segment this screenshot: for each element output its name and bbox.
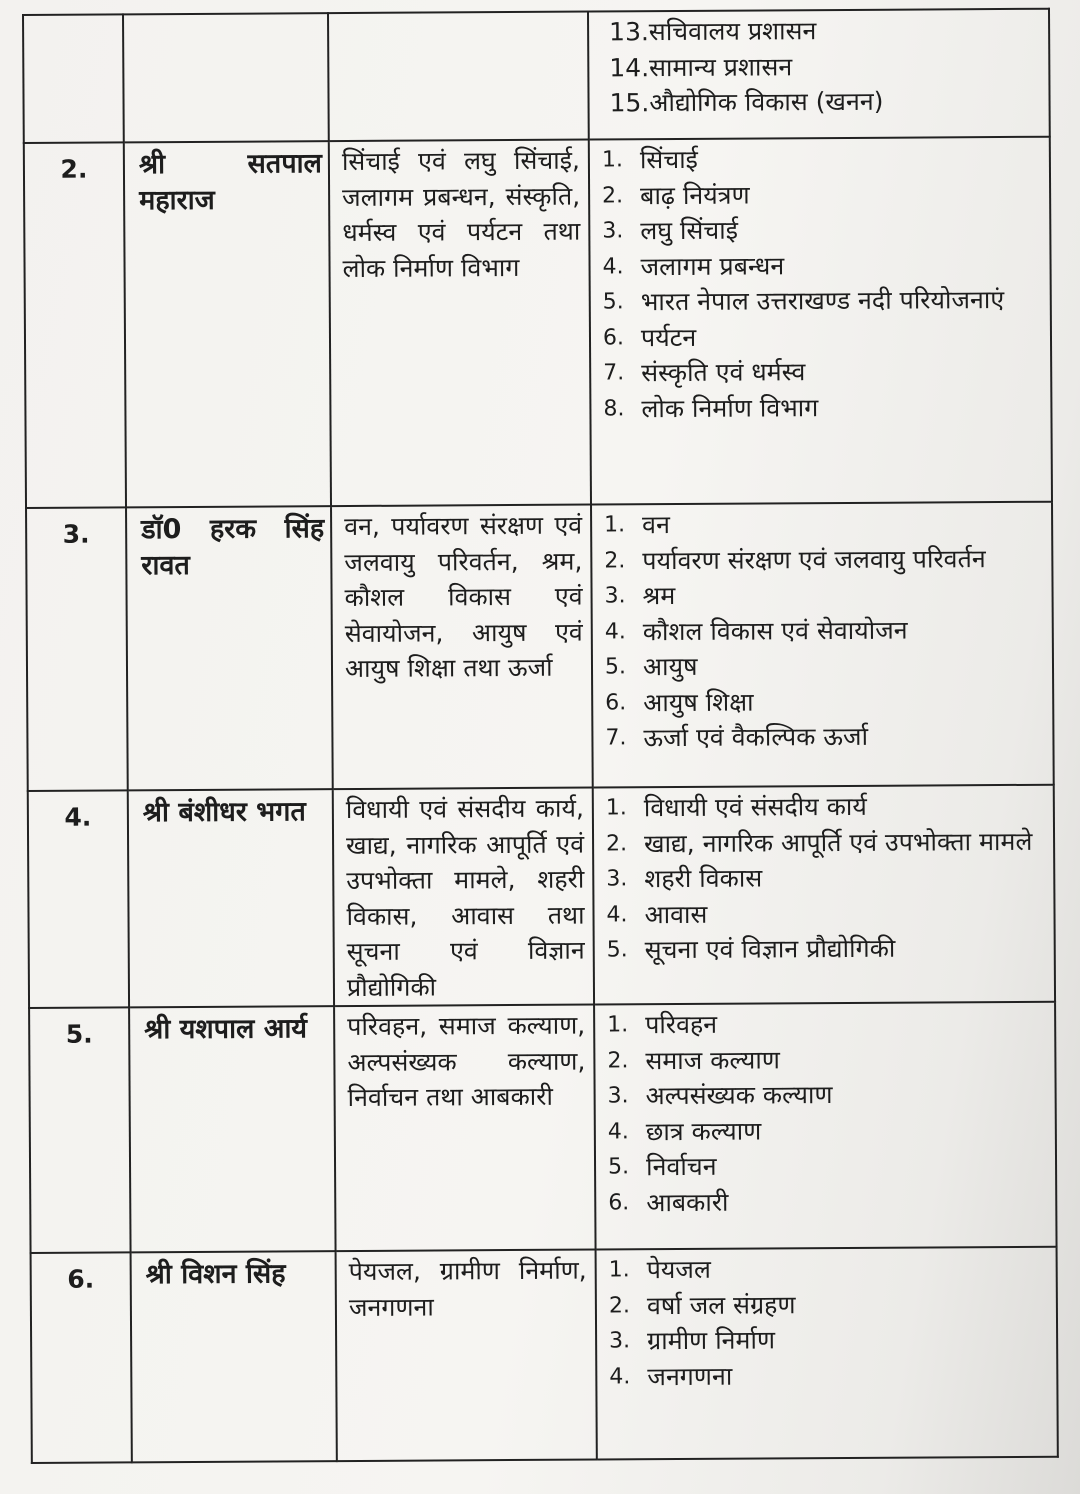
- list-item-number: 2.: [607, 1047, 629, 1073]
- list-item-number: 1.: [601, 147, 623, 173]
- list-item-text: पर्यटन: [640, 322, 697, 352]
- list-item-number: 2.: [606, 830, 628, 856]
- list-item: [605, 682, 1048, 720]
- portfolio-list-cell: [591, 502, 1054, 788]
- list-item-number: 2.: [608, 1292, 630, 1318]
- list-item-text: परिवहन: [645, 1009, 718, 1040]
- list-item: [606, 859, 1049, 897]
- list-item-text: आवास: [644, 899, 708, 929]
- list-item: [602, 246, 1045, 284]
- minister-name: श्री विशन सिंह: [131, 1251, 337, 1462]
- list-item-text: निर्वाचन: [645, 1151, 717, 1182]
- list-item-text: लघु सिंचाई: [640, 215, 739, 246]
- table-row: [24, 137, 1052, 508]
- list-item: 15.औद्योगिक विकास (खनन): [609, 86, 884, 118]
- list-item: [606, 894, 1049, 932]
- list-item: [604, 576, 1047, 614]
- portfolio-list: [609, 1250, 1053, 1395]
- minister-name: श्री सतपाल महाराज: [124, 141, 331, 507]
- list-item: [608, 1182, 1051, 1220]
- serial-number: 6.: [31, 1252, 132, 1463]
- minister-name: श्री यशपाल आर्य: [129, 1006, 335, 1252]
- list-item-number: 6.: [608, 1189, 630, 1215]
- list-item-number: 2.: [604, 547, 626, 573]
- list-item: [603, 388, 1046, 426]
- portfolio-list: [604, 505, 1049, 756]
- list-item-text: आबकारी: [646, 1187, 729, 1217]
- portfolio-list-cell: [588, 9, 1050, 140]
- list-item-number: 4.: [602, 253, 624, 279]
- list-item-text: जलागम प्रबन्धन: [640, 250, 785, 281]
- list-item: [605, 611, 1048, 649]
- list-item-number: 6.: [605, 689, 627, 715]
- department-summary: वन, पर्यावरण संरक्षण एवं जलवायु परिवर्तन, श्रम, कौशल विकास एवं सेवायोजन, आयुष एवं आयुष शिक्षा तथा ऊर्जा: [331, 505, 593, 790]
- document-sheet: [22, 14, 1048, 1474]
- list-item-number: 4.: [607, 1118, 629, 1144]
- portfolio-list-cell: [596, 1247, 1058, 1460]
- list-item-text: खाद्य, नागरिक आपूर्ति एवं उपभोक्ता मामले: [643, 826, 1033, 858]
- list-item-number: 1.: [607, 1012, 629, 1038]
- list-item-text: वर्षा जल संग्रहण: [646, 1289, 796, 1320]
- table-row: [29, 1002, 1056, 1253]
- list-item: [609, 1250, 1052, 1288]
- portfolio-list: [607, 1005, 1051, 1221]
- list-item-number: 5.: [606, 937, 628, 963]
- list-item-number: 3.: [606, 866, 628, 892]
- list-item-text: छात्र कल्याण: [645, 1116, 762, 1146]
- minister-name: डॉ0 हरक सिंह रावत: [126, 506, 333, 790]
- continued-portfolio-list: [601, 12, 1045, 121]
- list-item-text: विधायी एवं संसदीय कार्य: [643, 791, 867, 823]
- table-row: [28, 785, 1055, 1008]
- list-item-text: सिंचाई: [639, 144, 699, 175]
- list-item: [606, 823, 1049, 861]
- serial-number: 2.: [24, 142, 126, 508]
- portfolio-list: [602, 140, 1047, 427]
- sno-cell: [23, 14, 124, 143]
- list-item-text: आयुष शिक्षा: [643, 687, 754, 717]
- name-cell: [123, 13, 329, 142]
- list-item-number: 3.: [602, 218, 624, 244]
- list-item-text: श्रम: [642, 581, 676, 611]
- list-item: [603, 317, 1046, 355]
- list-item-number: 7.: [605, 725, 627, 751]
- list-item-number: 5.: [607, 1154, 630, 1180]
- list-item-text: ग्रामीण निर्माण: [647, 1325, 776, 1356]
- serial-number: 3.: [26, 507, 128, 791]
- list-item: [602, 140, 1045, 178]
- list-item-number: 5.: [602, 289, 624, 315]
- list-item: [605, 718, 1048, 756]
- list-item-number: 4.: [609, 1363, 631, 1389]
- list-item-number: 1.: [605, 795, 627, 821]
- list-item: [603, 282, 1046, 320]
- list-item-number: 5.: [604, 654, 627, 680]
- list-item: [602, 211, 1045, 249]
- list-item-text: वन: [642, 510, 671, 540]
- list-item-number: 7.: [603, 360, 625, 386]
- list-item-text: सूचना एवं विज्ञान प्रौद्योगिकी: [644, 933, 896, 965]
- list-item: [607, 930, 1050, 968]
- list-item-number: 6.: [602, 324, 625, 350]
- list-item-text: जनगणना: [647, 1361, 733, 1391]
- minister-name: श्री बंशीधर भगत: [128, 789, 334, 1007]
- list-item-number: 1.: [608, 1257, 630, 1283]
- list-item-text: अल्पसंख्यक कल्याण: [645, 1080, 833, 1111]
- table-row: [31, 1247, 1058, 1463]
- portfolio-list: [606, 788, 1050, 968]
- list-item-text: भारत नेपाल उत्तराखण्ड नदी परियोजनाएं: [640, 285, 1005, 317]
- list-item-text: पर्यावरण संरक्षण एवं जलवायु परिवर्तन: [642, 543, 986, 575]
- list-item: [602, 175, 1045, 213]
- list-item-text: ऊर्जा एवं वैकल्पिक ऊर्जा: [643, 721, 869, 753]
- portfolio-list-cell: [593, 785, 1055, 1005]
- list-item-text: बाढ़ नियंत्रण: [640, 180, 750, 210]
- list-item: [609, 1285, 1052, 1323]
- list-item-number: 8.: [603, 395, 625, 421]
- department-summary: पेयजल, ग्रामीण निर्माण, जनगणना: [336, 1250, 597, 1462]
- serial-number: 4.: [28, 790, 129, 1008]
- list-item-number: 4.: [604, 618, 626, 644]
- list-item: 13.सचिवालय प्रशासन: [609, 16, 817, 47]
- list-item-text: लोक निर्माण विभाग: [641, 392, 819, 423]
- list-item-number: 3.: [607, 1083, 629, 1109]
- list-item: [609, 1321, 1052, 1359]
- list-item: [609, 1356, 1052, 1394]
- list-item: 14.सामान्य प्रशासन: [609, 51, 793, 82]
- portfolio-list-cell: [589, 137, 1052, 505]
- list-item-number: 1.: [604, 512, 626, 538]
- serial-number: 5.: [29, 1007, 130, 1253]
- list-item: [608, 1111, 1051, 1149]
- list-item-text: पेयजल: [646, 1254, 711, 1285]
- list-item-text: आयुष: [642, 651, 698, 682]
- list-item: [604, 505, 1047, 543]
- list-item: [607, 1040, 1050, 1078]
- department-summary: परिवहन, समाज कल्याण, अल्पसंख्यक कल्याण, निर्वाचन तथा आबकारी: [334, 1005, 595, 1252]
- portfolio-list-cell: [594, 1002, 1056, 1250]
- ministers-portfolio-table: [22, 8, 1059, 1464]
- list-item-text: संस्कृति एवं धर्मस्व: [641, 357, 806, 388]
- list-item-number: 4.: [606, 901, 628, 927]
- list-item-number: 3.: [609, 1328, 631, 1354]
- departments-cell: [328, 12, 589, 142]
- department-summary: सिंचाई एवं लघु सिंचाई, जलागम प्रबन्धन, संस्कृति, धर्मस्व एवं पर्यटन तथा लोक निर्माण विभाग: [329, 140, 591, 507]
- department-summary: विधायी एवं संसदीय कार्य, खाद्य, नागरिक आपूर्ति एवं उपभोक्ता मामले, शहरी विकास, आवास तथा सूचना एवं विज्ञान प्रौद्योगिकी: [333, 788, 594, 1007]
- list-item-number: 2.: [602, 182, 624, 208]
- list-item: [608, 1076, 1051, 1114]
- list-item: [604, 540, 1047, 578]
- list-item: [607, 1005, 1050, 1043]
- list-item-text: शहरी विकास: [644, 863, 763, 894]
- list-item-text: समाज कल्याण: [645, 1044, 780, 1075]
- list-item-text: कौशल विकास एवं सेवायोजन: [642, 615, 908, 646]
- list-item: [605, 647, 1048, 685]
- list-item: [606, 788, 1049, 826]
- table-row: [26, 502, 1054, 791]
- list-item: [608, 1147, 1051, 1185]
- list-item-number: 3.: [604, 583, 626, 609]
- list-item: [603, 353, 1046, 391]
- table-row-continuation: [23, 9, 1050, 143]
